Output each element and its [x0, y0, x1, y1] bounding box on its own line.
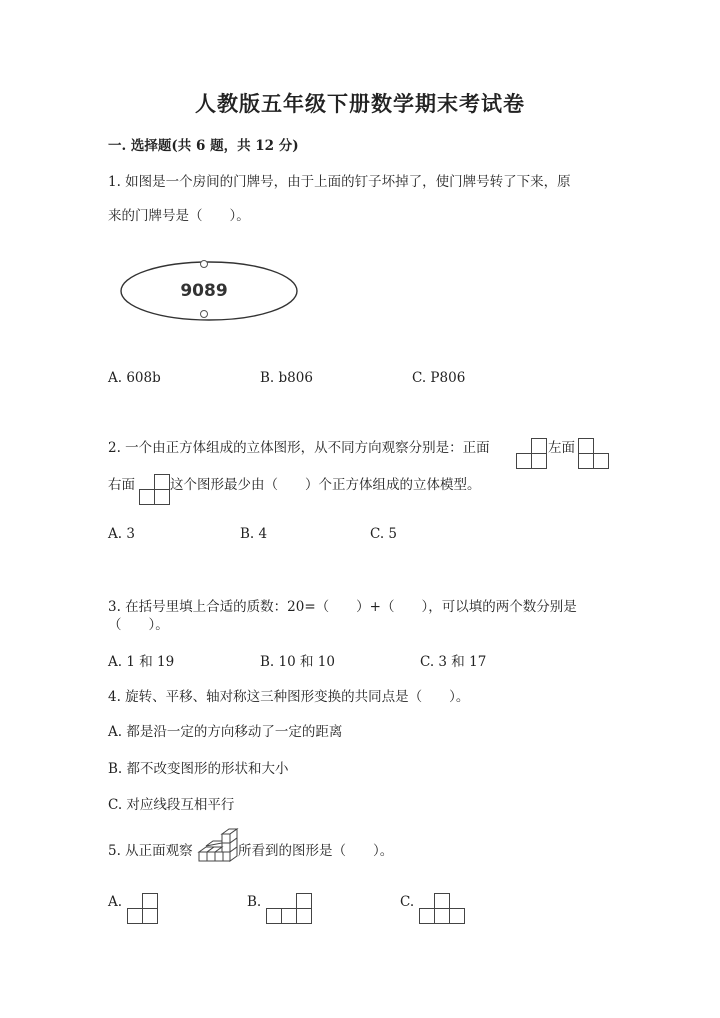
- q1-option-c[interactable]: C. P806: [412, 370, 466, 386]
- question-4-line-1: 4. 旋转、平移、轴对称这三种图形变换的共同点是（ ）。: [108, 689, 470, 705]
- q5-option-c-label[interactable]: C.: [400, 894, 415, 910]
- q2-option-a[interactable]: A. 3: [108, 526, 135, 542]
- question-5-line-1a: 5. 从正面观察: [108, 843, 193, 859]
- q5-option-c-figure[interactable]: [419, 893, 467, 925]
- door-plate-number: 9089: [180, 281, 228, 301]
- q1-option-b[interactable]: B. b806: [260, 370, 313, 386]
- q1-option-a[interactable]: A. 608b: [108, 370, 161, 386]
- page-title: 人教版五年级下册数学期末考试卷: [195, 91, 525, 116]
- question-1-line-1: 1. 如图是一个房间的门牌号，由于上面的钉子坏掉了，使门牌号转了下来，原: [108, 174, 571, 190]
- q2-option-c[interactable]: C. 5: [370, 526, 398, 542]
- q2-option-b[interactable]: B. 4: [240, 526, 268, 542]
- left-view-figure: [578, 438, 610, 470]
- section-heading: 一. 选择题(共 6 题，共 12 分): [108, 138, 299, 154]
- question-3-line-2: （ ）。: [108, 617, 169, 633]
- question-2-line-2b: 这个图形最少由（ ）个正方体组成的立体模型。: [170, 477, 481, 493]
- q4-option-b[interactable]: B. 都不改变图形的形状和大小: [108, 761, 289, 777]
- right-view-figure: [139, 474, 171, 506]
- door-plate-figure: [118, 258, 300, 324]
- q4-option-c[interactable]: C. 对应线段互相平行: [108, 797, 235, 813]
- question-3-line-1: 3. 在括号里填上合适的质数：20=（ ）+（ ），可以填的两个数分别是: [108, 599, 577, 615]
- q4-option-a[interactable]: A. 都是沿一定的方向移动了一定的距离: [108, 724, 343, 740]
- question-5-line-1b: 所看到的图形是（ ）。: [238, 843, 394, 859]
- front-view-figure: [516, 438, 548, 470]
- q3-option-b[interactable]: B. 10 和 10: [260, 654, 335, 670]
- question-2-line-2a: 右面: [108, 477, 135, 493]
- q3-option-c[interactable]: C. 3 和 17: [420, 654, 487, 670]
- q5-option-b-label[interactable]: B.: [247, 894, 262, 910]
- cube-stack-figure: [198, 828, 238, 868]
- q5-option-a-label[interactable]: A.: [108, 894, 123, 910]
- question-2-line-1b: 左面: [548, 440, 575, 456]
- q5-option-b-figure[interactable]: [266, 893, 314, 925]
- q5-option-a-figure[interactable]: [127, 893, 159, 925]
- q3-option-a[interactable]: A. 1 和 19: [108, 654, 175, 670]
- question-1-line-2: 来的门牌号是（ ）。: [108, 208, 250, 224]
- question-2-line-1a: 2. 一个由正方体组成的立体图形，从不同方向观察分别是：正面: [108, 440, 490, 456]
